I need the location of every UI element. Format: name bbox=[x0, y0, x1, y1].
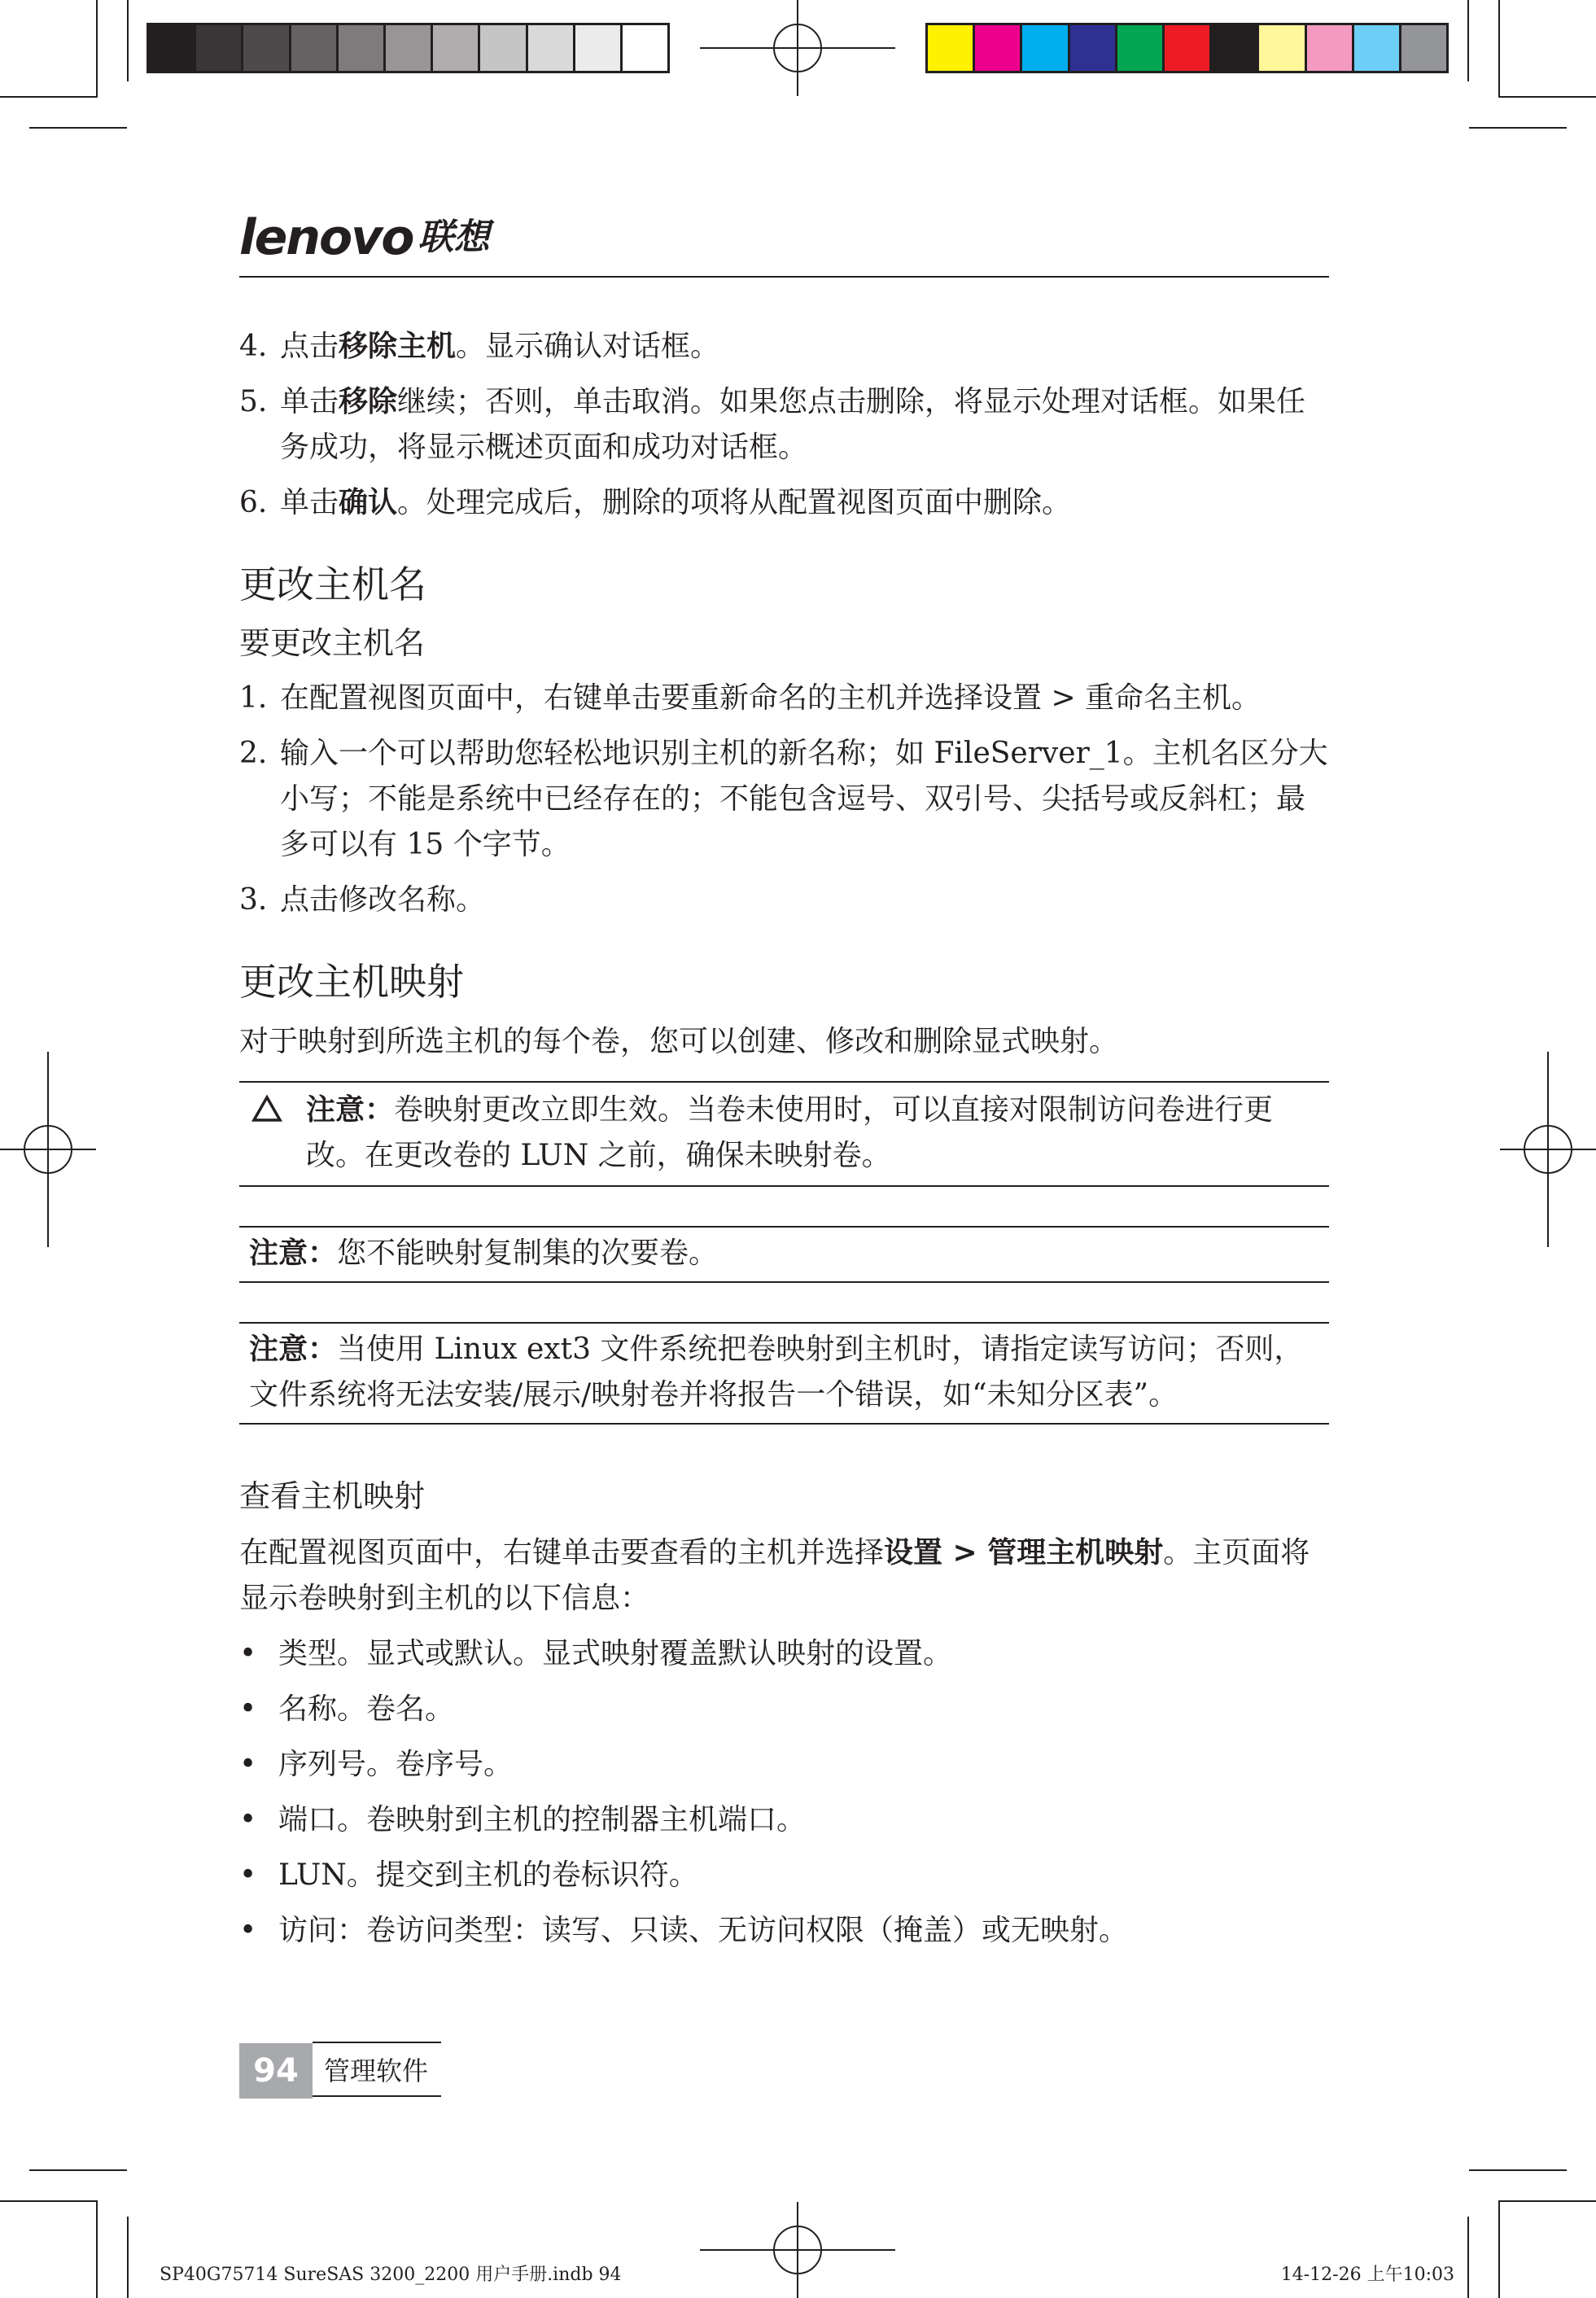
list-item bbox=[239, 1853, 1329, 1898]
step-number: 5. bbox=[239, 385, 268, 418]
crop-mark bbox=[96, 2200, 98, 2298]
page-number: 94 bbox=[239, 2043, 313, 2099]
step-text: 单击 bbox=[280, 486, 339, 519]
color-swatch bbox=[433, 25, 480, 71]
color-swatch bbox=[623, 25, 667, 71]
list-item-text: 序列号。卷序号。 bbox=[278, 1748, 514, 1781]
registration-target bbox=[24, 1125, 72, 1174]
step-item bbox=[239, 379, 1329, 471]
bullet-dot: • bbox=[239, 1803, 257, 1836]
step-bold-term: 移除主机 bbox=[339, 330, 457, 363]
list-item bbox=[239, 1742, 1329, 1788]
step-text: 。处理完成后，删除的项将从配置视图页面中删除。 bbox=[397, 486, 1072, 519]
step-text: 继续；否则，单击取消。如果您点击删除，将显示处理对话框。如果任务成功，将显示概述页面和成功对话框。 bbox=[280, 385, 1306, 464]
crop-mark bbox=[1498, 0, 1500, 98]
crop-mark bbox=[127, 0, 129, 81]
step-text: 。显示确认对话框。 bbox=[456, 330, 720, 363]
view-intro-text: 。主页面将显示卷映射到主机的以下信息： bbox=[239, 1536, 1310, 1615]
note-box bbox=[239, 1322, 1329, 1425]
gray-color-bar bbox=[146, 23, 670, 73]
color-swatch bbox=[480, 25, 527, 71]
note-label: 注意： bbox=[249, 1237, 338, 1270]
print-slug-left: SP40G75714 SureSAS 3200_2200 用户手册.indb 94 bbox=[160, 2265, 622, 2285]
view-intro-menu-path: 设置 > 管理主机映射 bbox=[884, 1536, 1164, 1569]
print-slug-right: 14-12-26 上午10:03 bbox=[1280, 2265, 1454, 2285]
step-number: 1. bbox=[239, 681, 268, 715]
view-intro-text: 在配置视图页面中，右键单击要查看的主机并选择 bbox=[239, 1536, 885, 1569]
caution-label: 注意： bbox=[306, 1093, 395, 1127]
bullet-dot: • bbox=[239, 1637, 257, 1670]
step-bold-term: 移除 bbox=[339, 385, 398, 418]
registration-target bbox=[773, 24, 822, 72]
list-item bbox=[239, 1908, 1329, 1954]
lenovo-logo bbox=[239, 209, 490, 266]
step-number: 4. bbox=[239, 330, 268, 363]
crop-mark bbox=[29, 2169, 127, 2171]
step-number: 3. bbox=[239, 883, 268, 917]
registration-target bbox=[773, 2226, 822, 2274]
crop-mark bbox=[1467, 0, 1469, 81]
crop-mark bbox=[29, 127, 127, 129]
note-box bbox=[239, 1226, 1329, 1283]
bullet-dot: • bbox=[239, 1858, 257, 1892]
caution-content bbox=[239, 1088, 1329, 1179]
note-label: 注意： bbox=[249, 1333, 338, 1366]
crop-mark bbox=[96, 0, 98, 98]
process-color-bar bbox=[925, 23, 1449, 73]
list-item-text: 类型。显式或默认。显式映射覆盖默认映射的设置。 bbox=[278, 1637, 953, 1670]
section-title-rename: 更改主机名 bbox=[239, 562, 426, 606]
color-swatch bbox=[1212, 25, 1259, 71]
caution-text: 卷映射更改立即生效。当卷未使用时，可以直接对限制访问卷进行更改。在更改卷的 LUN 之前，确保未映射卷。 bbox=[306, 1093, 1274, 1172]
mapping-info-list bbox=[239, 1631, 1329, 1954]
steps-remove-host bbox=[239, 324, 1329, 526]
step-item bbox=[239, 324, 1329, 370]
crop-mark bbox=[1498, 96, 1596, 98]
color-swatch bbox=[1165, 25, 1212, 71]
logo-wordmark: lenovo bbox=[239, 209, 413, 266]
color-swatch bbox=[243, 25, 291, 71]
step-item bbox=[239, 676, 1329, 721]
color-swatch bbox=[1022, 25, 1069, 71]
list-item bbox=[239, 1631, 1329, 1677]
step-text: 在配置视图页面中，右键单击要重新命名的主机并选择设置 > 重命名主机。 bbox=[280, 681, 1261, 715]
note-text: 您不能映射复制集的次要卷。 bbox=[337, 1237, 719, 1270]
mapping-intro: 对于映射到所选主机的每个卷，您可以创建、修改和删除显式映射。 bbox=[239, 1025, 1119, 1058]
bullet-dot: • bbox=[239, 1914, 257, 1947]
view-intro bbox=[239, 1530, 1329, 1622]
step-text: 输入一个可以帮助您轻松地识别主机的新名称；如 FileServer_1。主机名区分大小写；不能是系统中已经存在的；不能包含逗号、双引号、尖括号或反斜杠；最多可以有 15 个字节。 bbox=[280, 737, 1328, 861]
color-swatch bbox=[528, 25, 575, 71]
header-rule bbox=[239, 276, 1329, 278]
list-item-text: LUN。提交到主机的卷标识符。 bbox=[278, 1858, 698, 1892]
list-item-text: 访问：卷访问类型：读写、只读、无访问权限（掩盖）或无映射。 bbox=[278, 1914, 1129, 1947]
color-swatch bbox=[149, 25, 196, 71]
section-title-mapping: 更改主机映射 bbox=[239, 960, 464, 1004]
subsection-title-rename: 要更改主机名 bbox=[239, 625, 426, 661]
crop-mark bbox=[0, 2200, 98, 2202]
crop-mark bbox=[1469, 127, 1567, 129]
logo-chinese: 联想 bbox=[418, 217, 490, 258]
color-swatch bbox=[928, 25, 975, 71]
list-item-text: 端口。卷映射到主机的控制器主机端口。 bbox=[278, 1803, 807, 1836]
bullet-dot: • bbox=[239, 1692, 257, 1726]
color-swatch bbox=[291, 25, 339, 71]
step-number: 6. bbox=[239, 486, 268, 519]
bullet-dot: • bbox=[239, 1748, 257, 1781]
step-number: 2. bbox=[239, 737, 268, 770]
step-text: 点击修改名称。 bbox=[280, 883, 486, 917]
page-section-label: 管理软件 bbox=[313, 2042, 441, 2097]
color-swatch bbox=[1401, 25, 1446, 71]
caution-box bbox=[239, 1081, 1329, 1187]
steps-rename bbox=[239, 676, 1329, 923]
list-item bbox=[239, 1687, 1329, 1732]
page-content bbox=[239, 324, 1329, 1954]
list-item-text: 名称。卷名。 bbox=[278, 1692, 455, 1726]
step-text: 单击 bbox=[280, 385, 339, 418]
list-item bbox=[239, 1797, 1329, 1843]
color-swatch bbox=[1259, 25, 1306, 71]
step-text: 点击 bbox=[280, 330, 339, 363]
note-content bbox=[239, 1327, 1329, 1418]
note-text: 当使用 Linux ext3 文件系统把卷映射到主机时，请指定读写访问；否则，文件系统将无法安装/展示/映射卷并将报告一个错误，如“未知分区表”。 bbox=[249, 1333, 1304, 1412]
crop-mark bbox=[127, 2217, 129, 2298]
crop-mark bbox=[1498, 2200, 1596, 2202]
step-bold-term: 确认 bbox=[339, 486, 398, 519]
step-item bbox=[239, 878, 1329, 923]
color-swatch bbox=[575, 25, 623, 71]
caution-triangle-icon bbox=[251, 1092, 283, 1125]
registration-target bbox=[1524, 1125, 1572, 1174]
color-swatch bbox=[1307, 25, 1354, 71]
step-item bbox=[239, 480, 1329, 526]
crop-mark bbox=[1469, 2169, 1567, 2171]
color-swatch bbox=[386, 25, 433, 71]
subsection-title-view: 查看主机映射 bbox=[239, 1478, 426, 1514]
color-swatch bbox=[1354, 25, 1401, 71]
step-item bbox=[239, 731, 1329, 868]
color-swatch bbox=[1117, 25, 1165, 71]
color-swatch bbox=[1070, 25, 1117, 71]
color-swatch bbox=[196, 25, 243, 71]
crop-mark bbox=[1467, 2217, 1469, 2298]
note-content bbox=[239, 1231, 1329, 1276]
color-swatch bbox=[975, 25, 1022, 71]
color-swatch bbox=[339, 25, 386, 71]
crop-mark bbox=[1498, 2200, 1500, 2298]
crop-mark bbox=[0, 96, 98, 98]
